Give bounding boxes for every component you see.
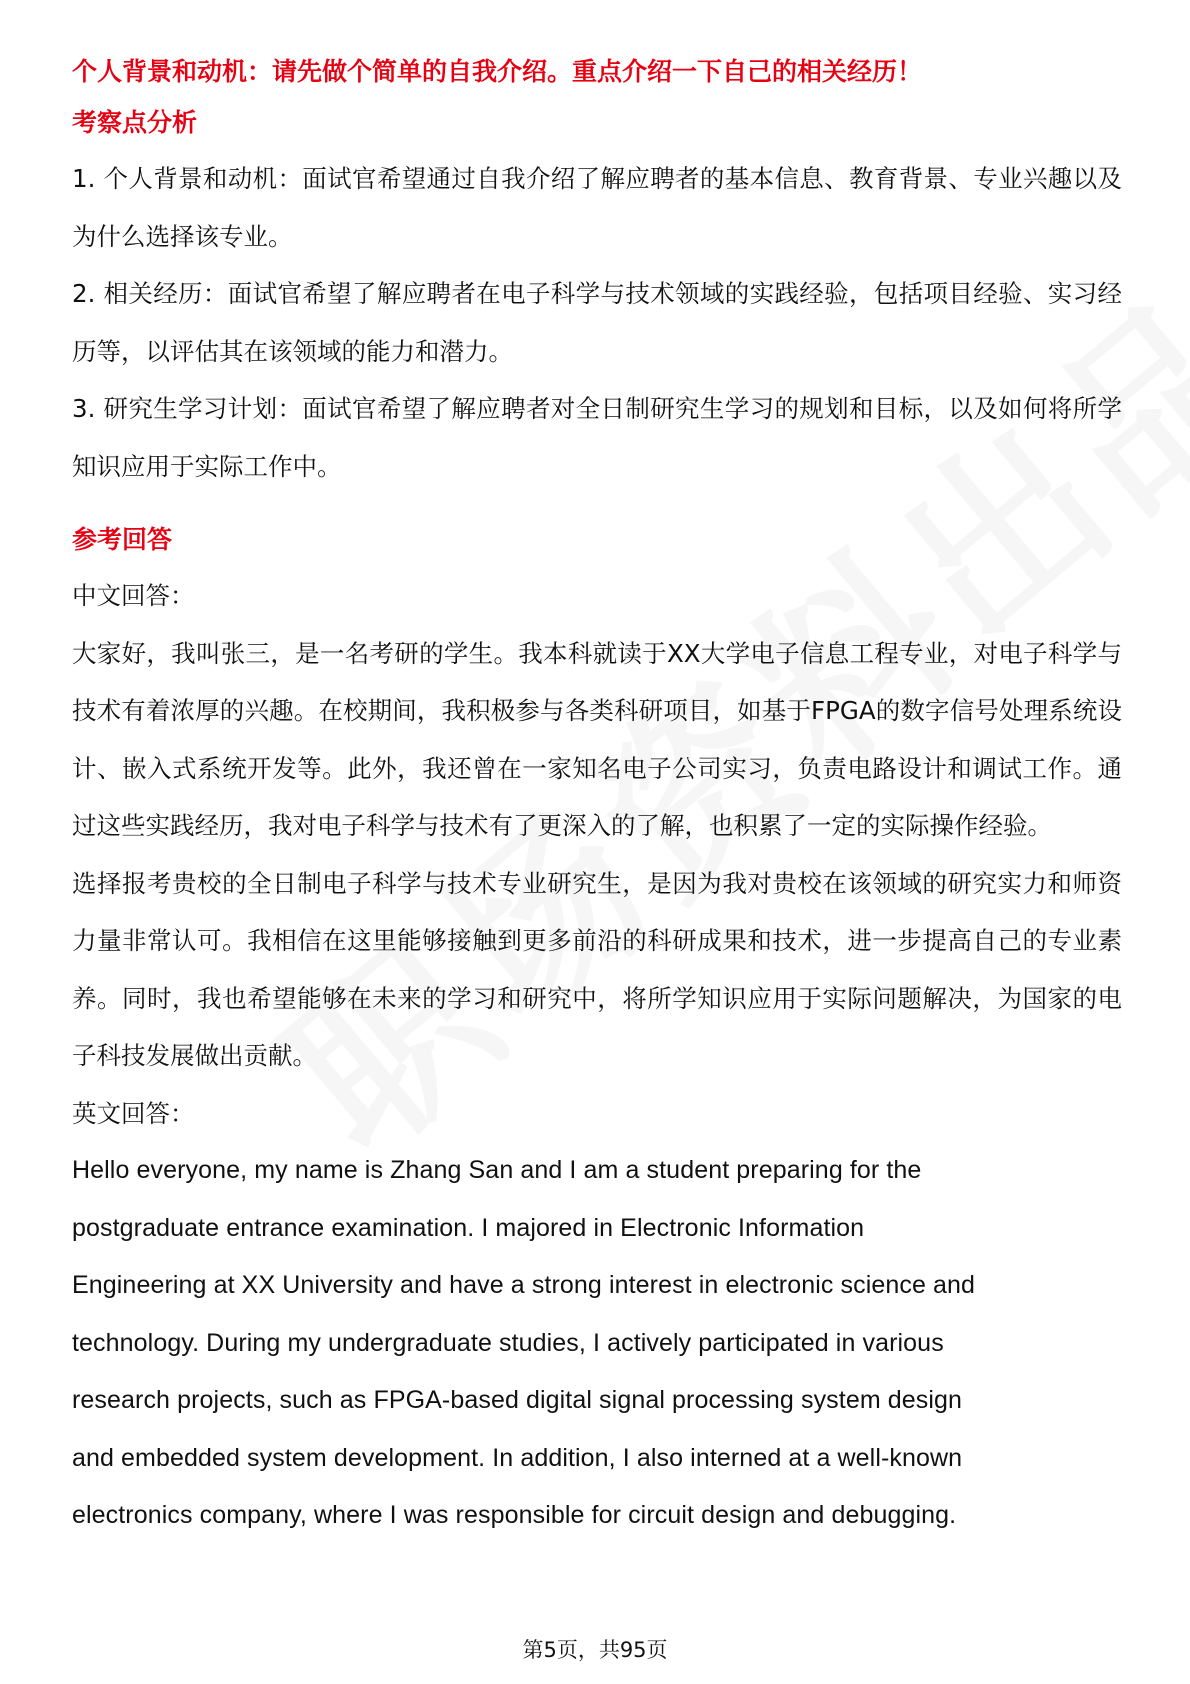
english-answer-line: technology. During my undergraduate studies, I actively participated in various (72, 1328, 944, 1357)
analysis-point: 2. 相关经历：面试官希望了解应聘者在电子科学与技术领域的实践经验，包括项目经验、实习经历等，以评估其在该领域的能力和潜力。 (72, 279, 1122, 366)
page-number: 第5页，共95页 (522, 1638, 668, 1662)
analysis-title: 考察点分析 (72, 108, 198, 137)
english-answer-line: Engineering at XX University and have a strong interest in electronic science and (72, 1271, 976, 1299)
english-answer-line: electronics company, where I was responsible for circuit design and debugging. (72, 1501, 957, 1529)
chinese-answer-paragraph: 大家好，我叫张三，是一名考研的学生。我本科就读于XX大学电子信息工程专业，对电子科学与技术有着浓厚的兴趣。在校期间，我积极参与各类科研项目，如基于FPGA的数字信号处理系统设计、嵌入式系统开发等。此外，我还曾在一家知名电子公司实习，负责电路设计和调试工作。通过这些实践经历，我对电子科学与技术有了更深入的了解，也积累了一定的实际操作经验。 (72, 638, 1122, 840)
document-page (72, 50, 1122, 1545)
english-answer-line: postgraduate entrance examination. I majored in Electronic Information (72, 1213, 865, 1242)
reference-title: 参考回答 (72, 525, 173, 554)
chinese-answer-paragraph: 选择报考贵校的全日制电子科学与技术专业研究生，是因为我对贵校在该领域的研究实力和师资力量非常认可。我相信在这里能够接触到更多前沿的科研成果和技术，进一步提高自己的专业素养。同时，我也希望能够在未来的学习和研究中，将所学知识应用于实际问题解决，为国家的电子科技发展做出贡献。 (72, 868, 1122, 1070)
english-answer-line: Hello everyone, my name is Zhang San and I am a student preparing for the (72, 1156, 922, 1184)
analysis-point: 1. 个人背景和动机：面试官希望通过自我介绍了解应聘者的基本信息、教育背景、专业兴趣以及为什么选择该专业。 (72, 164, 1122, 251)
english-answer-line: and embedded system development. In addition, I also interned at a well-known (72, 1443, 963, 1472)
analysis-point: 3. 研究生学习计划：面试官希望了解应聘者对全日制研究生学习的规划和目标，以及如何将所学知识应用于实际工作中。 (72, 394, 1122, 481)
english-answer-block (72, 1142, 1122, 1545)
chinese-answer-label: 中文回答： (72, 581, 195, 610)
english-answer-line: research projects, such as FPGA-based digital signal processing system design (72, 1386, 963, 1414)
english-answer-label: 英文回答： (72, 1098, 195, 1128)
question-heading: 个人背景和动机：请先做个简单的自我介绍。重点介绍一下自己的相关经历！ (72, 57, 923, 86)
